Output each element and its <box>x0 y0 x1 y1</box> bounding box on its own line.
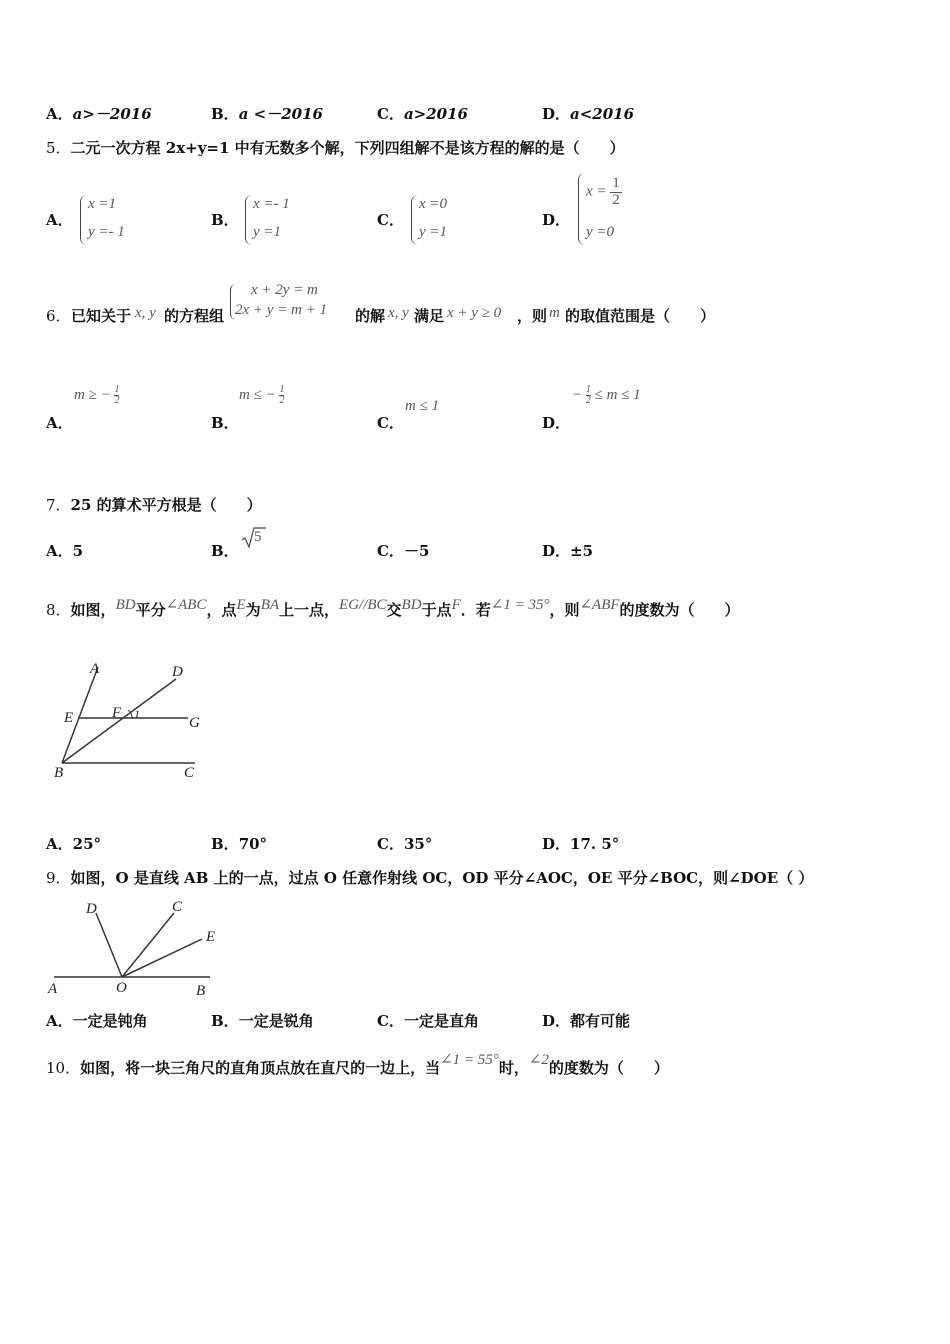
q4-option-d: D．a<2016 <box>542 105 635 123</box>
q5-option-b-line2: y =1 <box>253 224 282 240</box>
q6-stem-c: 的解 <box>355 307 386 325</box>
q8-label-b: B <box>54 765 64 781</box>
q5-option-a-brace <box>80 195 87 245</box>
q6-number: 6． <box>46 307 71 325</box>
q5-option-b-brace <box>245 195 252 245</box>
q6-option-a-letter: A． <box>46 414 73 432</box>
q6-stem-b: 的方程组 <box>164 307 225 325</box>
q6-option-b-math: m ≤ − $\frac{1}{2}$ <box>239 384 285 406</box>
q6-stem-a: 已知关于 <box>71 307 132 325</box>
q9-label-c: C <box>172 899 183 915</box>
q6-option-b-letter: B． <box>211 414 239 432</box>
q5-option-b-letter: B． <box>211 211 239 229</box>
q7-option-b-letter: B． <box>211 542 239 560</box>
q5-option-d-line1: x = $\frac{1}{2}$ <box>586 175 620 208</box>
q9-ray-oe <box>122 939 202 977</box>
q9-label-o: O <box>116 980 127 996</box>
q6-option-c-math: m ≤ 1 <box>405 398 440 414</box>
q8-label-a: A <box>90 661 100 677</box>
q5-option-c-line1: x =0 <box>419 196 448 212</box>
q8-label-e: E <box>64 710 74 726</box>
q8-label-f: F <box>112 705 122 721</box>
q5-option-d-brace <box>578 173 585 245</box>
q6-option-a-math: m ≥ − $\frac{1}{2}$ <box>74 384 120 406</box>
q8-stem: 8．如图，BD平分∠ABC，点E为BA上一点，EG//BC交BD于点F．若∠1 = 35°，则∠ABF的度数为（ ） <box>46 597 740 619</box>
q6-condition: x + y ≥ 0 <box>447 305 502 321</box>
q5-option-a-letter: A． <box>46 211 73 229</box>
q5-option-a-line1: x =1 <box>88 196 117 212</box>
q8-option-a: A．25° <box>46 835 102 853</box>
q9-option-a: A．一定是钝角 <box>46 1012 148 1030</box>
q5-stem: 5．二元一次方程 2x+y=1 中有无数多个解，下列四组解不是该方程的解的是（ ） <box>46 139 625 157</box>
q6-xy2: x, y <box>388 305 409 321</box>
q9-option-c: C．一定是直角 <box>377 1012 479 1030</box>
q6-stem-f: 的取值范围是（ ） <box>565 307 716 325</box>
q5-option-d-letter: D． <box>542 211 571 229</box>
q5-option-c-line2: y =1 <box>419 224 448 240</box>
q5-option-d-line2: y =0 <box>586 224 615 240</box>
q6-eq1: x + 2y = m <box>251 282 318 298</box>
q9-ray-oc <box>122 913 174 977</box>
q6-option-c-letter: C． <box>377 414 404 432</box>
q4-option-a: A．a>－2016 <box>46 105 152 123</box>
q8-label-d: D <box>172 664 183 680</box>
q7-option-a: A．5 <box>46 542 84 560</box>
q9-option-b: B．一定是锐角 <box>211 1012 314 1030</box>
q8-option-b: B．70° <box>211 835 268 853</box>
q9-label-d: D <box>86 901 97 917</box>
q6-stem-d: 满足 <box>414 307 445 325</box>
q5-option-a-line2: y =- 1 <box>88 224 125 240</box>
q6-option-d-letter: D． <box>542 414 571 432</box>
q8-line-bd <box>62 679 176 763</box>
q7-option-b-sqrt: 5 <box>241 526 267 554</box>
q8-figure <box>50 655 220 785</box>
q7-stem: 7．25 的算术平方根是（ ） <box>46 496 262 514</box>
q4-option-c: C．a>2016 <box>377 105 468 123</box>
q4-option-b: B．a <－2016 <box>211 105 323 123</box>
q9-label-b: B <box>196 983 206 998</box>
q5-option-c-brace <box>411 195 418 245</box>
q10-stem: 10．如图，将一块三角尺的直角顶点放在直尺的一边上，当∠1 = 55°时，∠2的度数为（ ） <box>46 1052 669 1077</box>
q9-stem: 9．如图，O 是直线 AB 上的一点，过点 O 任意作射线 OC，OD 平分∠AOC，OE 平分∠BOC，则∠DOE（ ） <box>46 869 814 887</box>
q5-option-c-letter: C． <box>377 211 404 229</box>
q6-stem-e: ，则 <box>517 307 548 325</box>
q6-xy: x, y <box>135 305 156 321</box>
q7-option-d: D．±5 <box>542 542 594 560</box>
q9-option-d: D．都有可能 <box>542 1012 631 1030</box>
q9-label-a: A <box>48 981 58 997</box>
q7-option-c: C．－5 <box>377 542 430 560</box>
q9-label-e: E <box>206 929 216 945</box>
q6-eq2: 2x + y = m + 1 <box>235 302 328 318</box>
q9-figure <box>44 893 219 998</box>
q8-option-d: D．17. 5° <box>542 835 620 853</box>
q8-label-c: C <box>184 765 195 781</box>
q9-ray-od <box>96 913 122 977</box>
q8-option-c: C．35° <box>377 835 433 853</box>
q8-label-1: 1 <box>134 707 140 721</box>
q8-label-g: G <box>189 715 200 731</box>
q6-m: m <box>549 305 560 321</box>
q6-option-d-math: − $\frac{1}{2}$ ≤ m ≤ 1 <box>572 384 641 406</box>
q5-option-b-line1: x =- 1 <box>253 196 290 212</box>
